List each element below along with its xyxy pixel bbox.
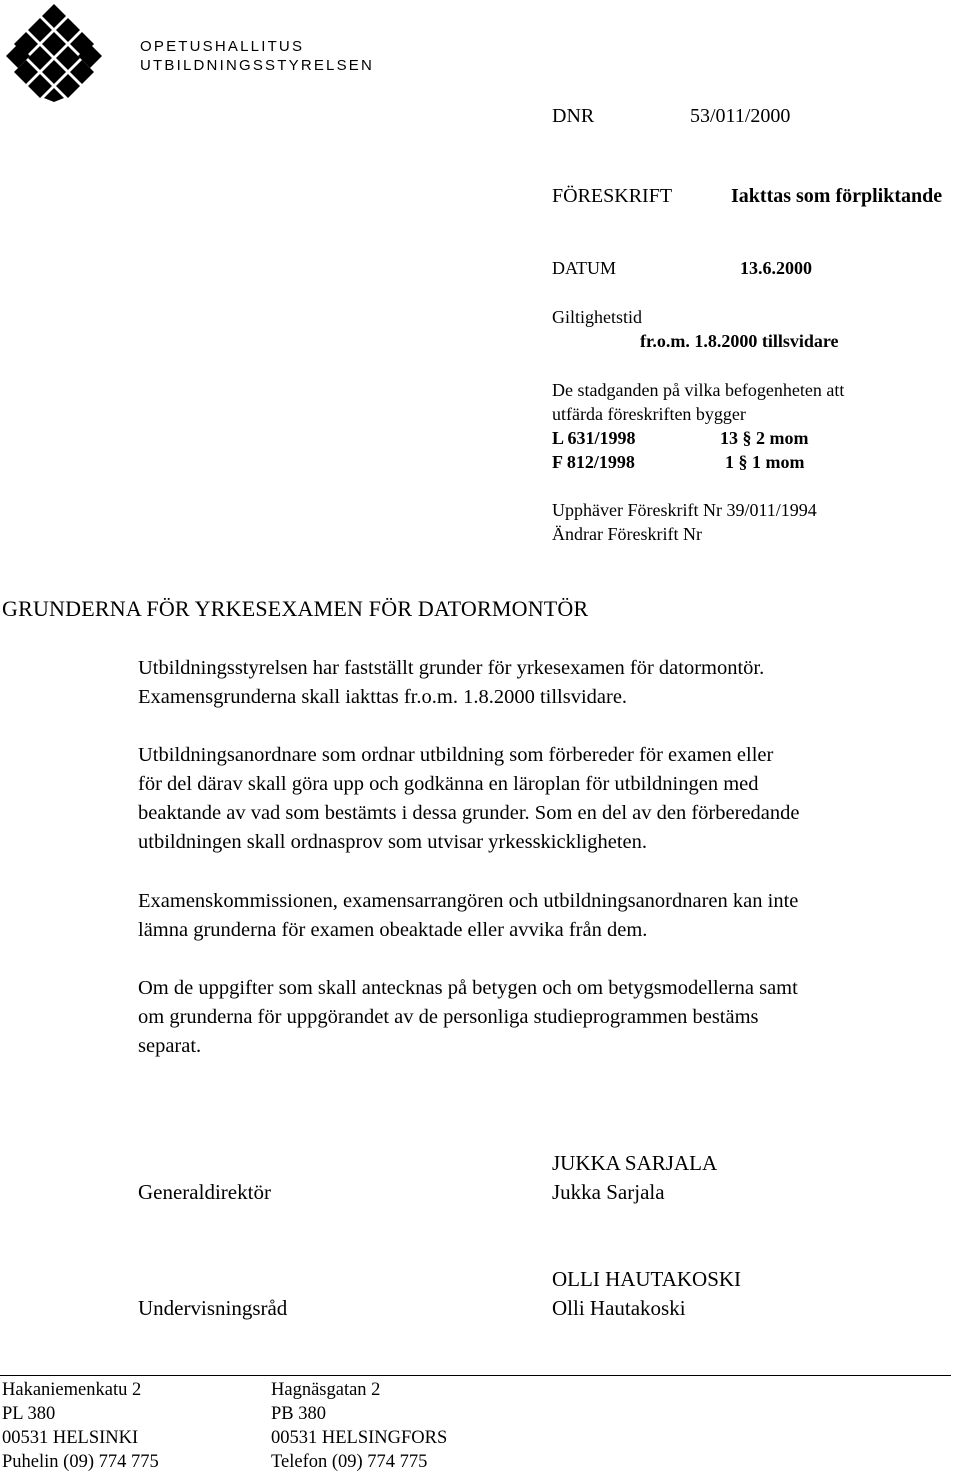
footer-address-swedish bbox=[271, 1378, 447, 1474]
authority-line-2: utfärda föreskriften bygger bbox=[552, 404, 746, 424]
footer-line: Hakaniemenkatu 2 bbox=[2, 1380, 142, 1400]
paragraph-2 bbox=[138, 741, 960, 857]
signature-1-name-upper: JUKKA SARJALA bbox=[552, 1151, 718, 1175]
footer-address-finnish bbox=[2, 1378, 159, 1474]
paragraph-line: lämna grunderna för examen obeaktade eller avvika från dem. bbox=[138, 919, 648, 941]
date-value: 13.6.2000 bbox=[740, 258, 812, 278]
dnr-value: 53/011/2000 bbox=[690, 105, 791, 127]
law-2-section: 1 § 1 mom bbox=[725, 452, 805, 472]
paragraph-line: för del därav skall göra upp och godkänna en läroplan för utbildningen med bbox=[138, 773, 759, 795]
type-value: Iakttas som förpliktande bbox=[731, 185, 943, 207]
diamond-logo-icon bbox=[4, 2, 104, 102]
law-1-section: 13 § 2 mom bbox=[720, 428, 809, 448]
authority-line-1: De stadganden på vilka befogenheten att bbox=[552, 380, 845, 400]
footer-divider bbox=[0, 1375, 951, 1376]
footer-line: Telefon (09) 774 775 bbox=[271, 1452, 428, 1472]
signature-1-name: Jukka Sarjala bbox=[552, 1180, 665, 1204]
signature-2-name-upper: OLLI HAUTAKOSKI bbox=[552, 1267, 742, 1291]
paragraph-4 bbox=[138, 974, 960, 1061]
paragraph-line: Om de uppgifter som skall antecknas på betygen och om betygsmodellerna samt bbox=[138, 977, 798, 999]
footer-line: 00531 HELSINKI bbox=[2, 1428, 139, 1448]
dnr-label: DNR bbox=[552, 105, 595, 127]
document-title: GRUNDERNA FÖR YRKESEXAMEN FÖR DATORMONTÖR bbox=[2, 596, 589, 621]
paragraph-1 bbox=[138, 654, 960, 712]
amends-note: Ändrar Föreskrift Nr bbox=[552, 524, 702, 544]
footer-line: 00531 HELSINGFORS bbox=[271, 1428, 448, 1448]
law-2-ref: F 812/1998 bbox=[552, 452, 635, 472]
law-1-ref: L 631/1998 bbox=[552, 428, 636, 448]
paragraph-line: separat. bbox=[138, 1035, 202, 1057]
date-label: DATUM bbox=[552, 258, 617, 278]
paragraph-line: utbildningen skall ordnasprov som utvisar yrkesskickligheten. bbox=[138, 831, 648, 853]
footer-line: Hagnäsgatan 2 bbox=[271, 1380, 381, 1400]
validity-value: fr.o.m. 1.8.2000 tillsvidare bbox=[640, 331, 839, 351]
footer-line: Puhelin (09) 774 775 bbox=[2, 1452, 159, 1472]
paragraph-line: Examenskommissionen, examensarrangören och utbildningsanordnaren kan inte bbox=[138, 890, 799, 912]
paragraph-line: Examensgrunderna skall iakttas fr.o.m. 1.8.2000 tillsvidare. bbox=[138, 686, 628, 708]
validity-label: Giltighetstid bbox=[552, 307, 642, 327]
paragraph-line: beaktande av vad som bestämts i dessa grunder. Som en del av den förberedande bbox=[138, 802, 800, 824]
org-name-finnish: OPETUSHALLITUS bbox=[140, 38, 305, 55]
signature-2-name: Olli Hautakoski bbox=[552, 1296, 686, 1320]
paragraph-line: Utbildningsstyrelsen har fastställt grunder för yrkesexamen för datormontör. bbox=[138, 657, 765, 679]
org-name-swedish: UTBILDNINGSSTYRELSEN bbox=[140, 57, 375, 74]
footer-line: PL 380 bbox=[2, 1404, 56, 1424]
signature-2-role: Undervisningsråd bbox=[138, 1296, 288, 1320]
type-label: FÖRESKRIFT bbox=[552, 185, 673, 207]
paragraph-line: om grunderna för uppgörandet av de personliga studieprogrammen bestäms bbox=[138, 1006, 759, 1028]
signature-1-role: Generaldirektör bbox=[138, 1180, 271, 1204]
repeals-note: Upphäver Föreskrift Nr 39/011/1994 bbox=[552, 500, 817, 520]
footer-line: PB 380 bbox=[271, 1404, 327, 1424]
paragraph-3 bbox=[138, 887, 960, 945]
paragraph-line: Utbildningsanordnare som ordnar utbildning som förbereder för examen eller bbox=[138, 744, 774, 766]
